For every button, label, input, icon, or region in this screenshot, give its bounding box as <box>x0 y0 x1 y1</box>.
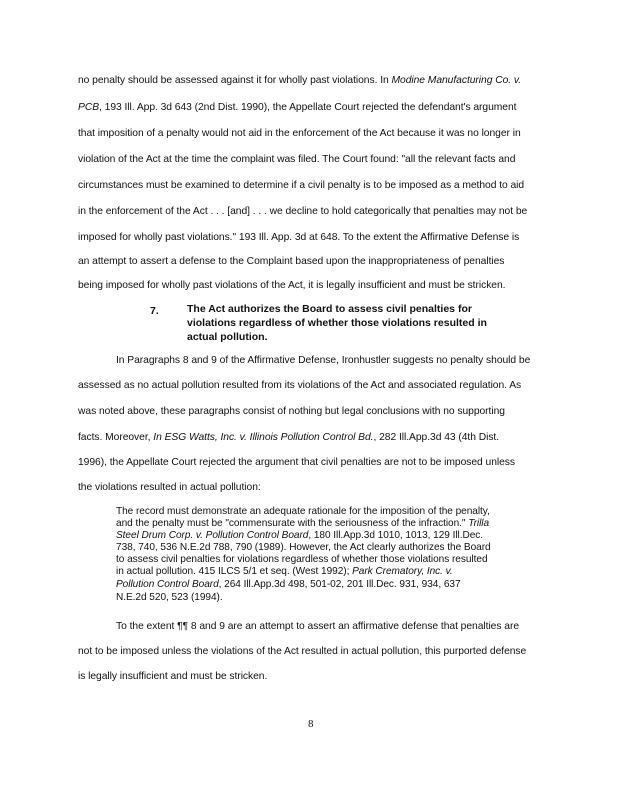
quote-line: 738, 740, 536 N.E.2d 788, 790 (1989). However, the Act clearly authorizes the Board <box>116 542 491 553</box>
text-line: facts. Moreover, In ESG Watts, Inc. v. Illinois Pollution Control Bd., 282 Ill.App.3d 43 (4th Dist. <box>78 432 500 443</box>
text-line: In Paragraphs 8 and 9 of the Affirmative Defense, Ironhustler suggests no penalty should be <box>116 355 531 366</box>
text-line: is legally insufficient and must be stricken. <box>78 671 268 682</box>
page-number: 8 <box>308 718 314 730</box>
text-line: To the extent ¶¶ 8 and 9 are an attempt to assert an affirmative defense that penalties are <box>116 621 519 632</box>
text-line: circumstances must be examined to determine if a civil penalty is to be imposed as a method to aid <box>78 180 525 191</box>
section-heading-line: actual pollution. <box>187 331 268 343</box>
quote-line: to assess civil penalties for violations regardless of whether those violations resulted <box>116 554 488 565</box>
text-line: an attempt to assert a defense to the Complaint based upon the inappropriateness of penalties <box>78 256 505 267</box>
section-number: 7. <box>150 305 159 317</box>
quote-line: Steel Drum Corp. v. Pollution Control Board, 180 Ill.App.3d 1010, 1013, 129 Ill.Dec. <box>116 530 484 541</box>
section-heading-line: violations regardless of whether those violations resulted in <box>187 317 487 329</box>
text-line: violation of the Act at the time the complaint was filed. The Court found: "all the relevant facts and <box>78 154 516 165</box>
section-heading-line: The Act authorizes the Board to assess civil penalties for <box>187 303 472 315</box>
text-line: 1996), the Appellate Court rejected the argument that civil penalties are not to be imposed unless <box>78 457 515 468</box>
text-line: no penalty should be assessed against it for wholly past violations. In Modine Manufacturing Co. v. <box>78 75 522 86</box>
text-line: PCB, 193 Ill. App. 3d 643 (2nd Dist. 1990), the Appellate Court rejected the defendant's argument <box>78 102 517 113</box>
text-line: imposed for wholly past violations." 193 Ill. App. 3d at 648. To the extent the Affirmative Defense is <box>78 232 520 243</box>
quote-line: The record must demonstrate an adequate rationale for the imposition of the penalty, <box>116 506 490 517</box>
quote-line: and the penalty must be "commensurate with the seriousness of the infraction." Trilla <box>116 518 490 529</box>
text-line: not to be imposed unless the violations of the Act resulted in actual pollution, this purported defense <box>78 646 527 657</box>
text-line: assessed as no actual pollution resulted from its violations of the Act and associated regulation. As <box>78 380 522 391</box>
text-line: in the enforcement of the Act . . . [and] . . . we decline to hold categorically that penalties may not be <box>78 206 528 217</box>
quote-line: in actual pollution. 415 ILCS 5/1 et seq. (West 1992); Park Crematory, Inc. v. <box>116 566 453 577</box>
quote-line: Pollution Control Board, 264 Ill.App.3d 498, 501-02, 201 Ill.Dec. 931, 934, 637 <box>116 579 461 590</box>
text-line: that imposition of a penalty would not aid in the enforcement of the Act because it was no longer in <box>78 128 521 139</box>
text-line: being imposed for wholly past violations of the Act, it is legally insufficient and must be stricken. <box>78 280 506 291</box>
text-line: was noted above, these paragraphs consist of nothing but legal conclusions with no supporting <box>78 406 505 417</box>
quote-line: N.E.2d 520, 523 (1994). <box>116 592 223 603</box>
text-line: the violations resulted in actual pollution: <box>78 482 261 493</box>
